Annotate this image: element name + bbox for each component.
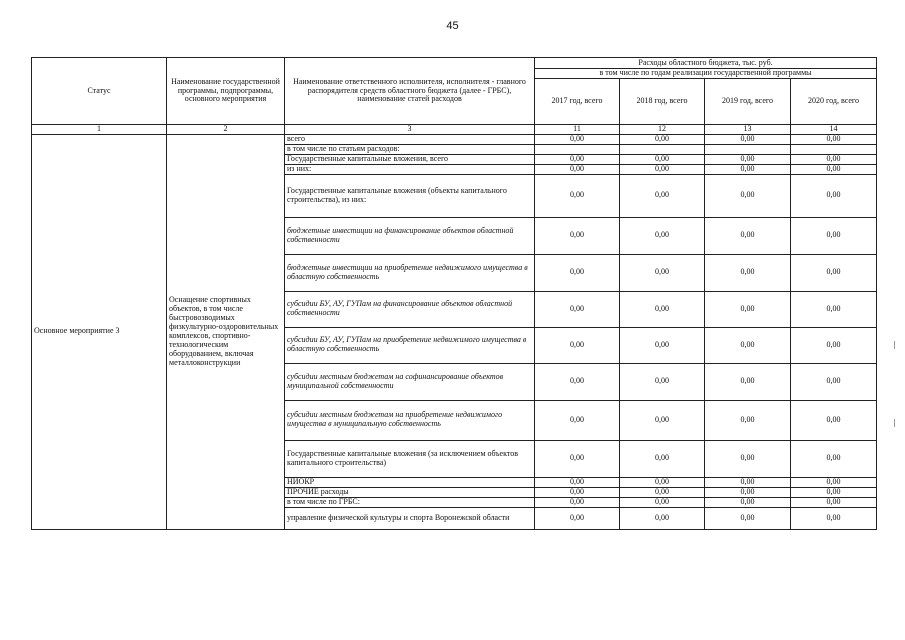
value-cell: 0,00 xyxy=(705,497,791,507)
value-cell: 0,00 xyxy=(791,174,877,217)
value-cell: 0,00 xyxy=(705,174,791,217)
column-index: 2 xyxy=(167,125,285,135)
value-cell: 0,00 xyxy=(705,164,791,174)
value-cell: 0,00 xyxy=(791,254,877,291)
expense-item-label: из них: xyxy=(285,164,535,174)
expense-item-label: субсидии местным бюджетам на приобретение недвижимого имущества в муниципальную собственность xyxy=(285,400,535,440)
value-cell: 0,00 xyxy=(620,135,705,145)
value-cell: 0,00 xyxy=(620,217,705,254)
expense-item-label: бюджетные инвестиции на приобретение недвижимого имущества в областную собственность xyxy=(285,254,535,291)
expense-item-label: НИОКР xyxy=(285,477,535,487)
expense-item-label: управление физической культуры и спорта Воронежской области xyxy=(285,507,535,529)
table-header xyxy=(32,58,877,125)
value-cell: 0,00 xyxy=(705,135,791,145)
value-cell: 0,00 xyxy=(620,477,705,487)
expense-item-label: в том числе по ГРБС: xyxy=(285,497,535,507)
value-cell: 0,00 xyxy=(535,497,620,507)
value-cell: 0,00 xyxy=(535,135,620,145)
value-cell: 0,00 xyxy=(705,363,791,400)
header-expenses: Расходы областного бюджета, тыс. руб. xyxy=(535,58,877,69)
column-index-row xyxy=(32,125,877,135)
expense-item-label: бюджетные инвестиции на финансирование объектов областной собственности xyxy=(285,217,535,254)
program-name-cell: Оснащение спортивных объектов, в том числе быстровозводимых физкультурно-оздоровительных комплексов, спортивно-технологическим оборудованием, включая металлоконструкции xyxy=(167,135,285,530)
value-cell: 0,00 xyxy=(705,154,791,164)
value-cell: 0,00 xyxy=(620,164,705,174)
expense-item-label: Государственные капитальные вложения, всего xyxy=(285,154,535,164)
value-cell: 0,00 xyxy=(535,487,620,497)
expense-item-label: субсидии БУ, АУ, ГУПам на приобретение недвижимого имущества в областную собственность xyxy=(285,327,535,363)
value-cell: 0,00 xyxy=(705,217,791,254)
value-cell: 0,00 xyxy=(620,487,705,497)
value-cell: 0,00 xyxy=(791,400,877,440)
value-cell: 0,00 xyxy=(535,440,620,477)
page-number: 45 xyxy=(446,20,459,32)
expense-item-label: всего xyxy=(285,135,535,145)
value-cell: 0,00 xyxy=(791,164,877,174)
value-cell: 0,00 xyxy=(620,154,705,164)
value-cell: 0,00 xyxy=(535,254,620,291)
expense-item-label: Государственные капитальные вложения (за исключением объектов капитального строительства) xyxy=(285,440,535,477)
column-index: 14 xyxy=(791,125,877,135)
value-cell: 0,00 xyxy=(620,497,705,507)
expense-item-label: ПРОЧИЕ расходы xyxy=(285,487,535,497)
value-cell: 0,00 xyxy=(705,327,791,363)
expense-item-label: субсидии местным бюджетам на софинансирование объектов муниципальной собственности xyxy=(285,363,535,400)
value-cell xyxy=(620,144,705,154)
value-cell: 0,00 xyxy=(791,363,877,400)
column-index: 12 xyxy=(620,125,705,135)
table-row xyxy=(32,135,877,145)
value-cell: 0,00 xyxy=(620,440,705,477)
value-cell: 0,00 xyxy=(791,154,877,164)
expense-item-label: Государственные капитальные вложения (объекты капитального строительства), из них: xyxy=(285,174,535,217)
header-year-2019: 2019 год, всего xyxy=(705,79,791,125)
value-cell: 0,00 xyxy=(535,154,620,164)
expense-item-label: субсидии БУ, АУ, ГУПам на финансирование объектов областной собственности xyxy=(285,291,535,327)
value-cell: 0,00 xyxy=(620,174,705,217)
column-index: 13 xyxy=(705,125,791,135)
value-cell: 0,00 xyxy=(535,327,620,363)
value-cell: 0,00 xyxy=(791,135,877,145)
value-cell: 0,00 xyxy=(620,363,705,400)
value-cell: 0,00 xyxy=(705,291,791,327)
value-cell: 0,00 xyxy=(705,400,791,440)
value-cell: 0,00 xyxy=(791,497,877,507)
header-by-years: в том числе по годам реализации государственной программы xyxy=(535,69,877,79)
value-cell: 0,00 xyxy=(791,327,877,363)
column-index: 1 xyxy=(32,125,167,135)
header-year-2017: 2017 год, всего xyxy=(535,79,620,125)
status-cell: Основное мероприятие 3 xyxy=(32,135,167,530)
header-year-2018: 2018 год, всего xyxy=(620,79,705,125)
value-cell: 0,00 xyxy=(535,507,620,529)
value-cell: 0,00 xyxy=(535,174,620,217)
value-cell: 0,00 xyxy=(620,400,705,440)
value-cell: 0,00 xyxy=(705,254,791,291)
margin-mark xyxy=(894,341,895,349)
value-cell: 0,00 xyxy=(535,291,620,327)
value-cell: 0,00 xyxy=(791,507,877,529)
expense-item-label: в том числе по статьям расходов: xyxy=(285,144,535,154)
value-cell: 0,00 xyxy=(620,507,705,529)
value-cell: 0,00 xyxy=(535,363,620,400)
value-cell: 0,00 xyxy=(791,477,877,487)
value-cell: 0,00 xyxy=(535,164,620,174)
header-status: Статус xyxy=(32,58,167,125)
value-cell: 0,00 xyxy=(620,327,705,363)
value-cell: 0,00 xyxy=(620,254,705,291)
header-executor: Наименование ответственного исполнителя, исполнителя - главного распорядителя средств областного бюджета (далее - ГРБС), наименование статей расходов xyxy=(285,58,535,125)
value-cell: 0,00 xyxy=(791,217,877,254)
value-cell: 0,00 xyxy=(705,487,791,497)
value-cell: 0,00 xyxy=(791,487,877,497)
value-cell: 0,00 xyxy=(620,291,705,327)
value-cell: 0,00 xyxy=(791,440,877,477)
header-program: Наименование государственной программы, подпрограммы, основного мероприятия xyxy=(167,58,285,125)
value-cell xyxy=(535,144,620,154)
value-cell: 0,00 xyxy=(535,217,620,254)
value-cell: 0,00 xyxy=(535,400,620,440)
value-cell xyxy=(705,144,791,154)
value-cell: 0,00 xyxy=(705,440,791,477)
budget-table xyxy=(31,57,877,530)
header-year-2020: 2020 год, всего xyxy=(791,79,877,125)
value-cell: 0,00 xyxy=(791,291,877,327)
value-cell: 0,00 xyxy=(535,477,620,487)
column-index: 3 xyxy=(285,125,535,135)
value-cell: 0,00 xyxy=(705,507,791,529)
column-index: 11 xyxy=(535,125,620,135)
value-cell: 0,00 xyxy=(705,477,791,487)
value-cell xyxy=(791,144,877,154)
margin-mark xyxy=(894,419,895,427)
